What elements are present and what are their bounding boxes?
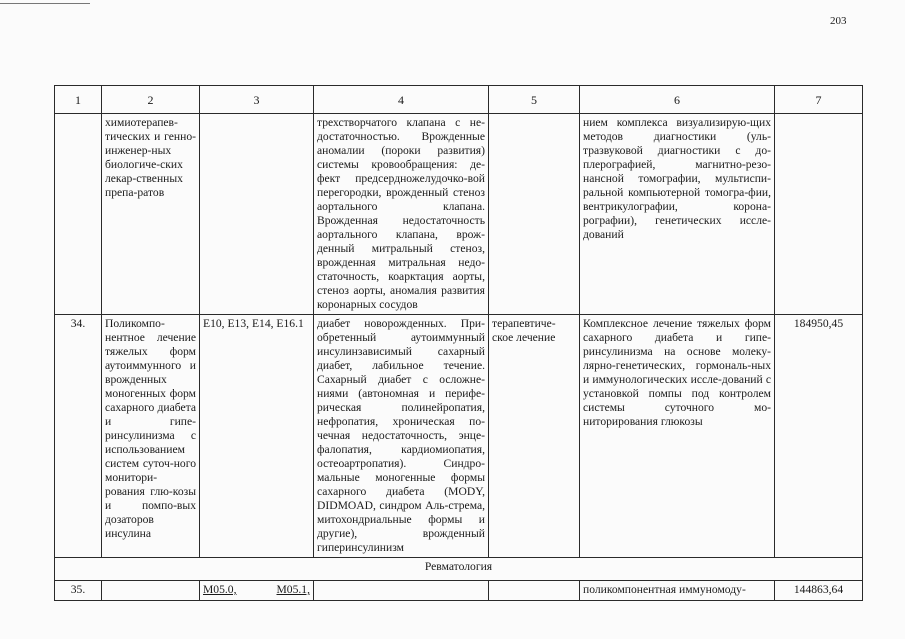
header-cell: 3	[200, 86, 314, 114]
cell-cost	[775, 114, 863, 315]
cell-method: Комплексное лечение тяжелых форм сахарного диабета и гипе-ринсулинизма на основе молеку-лярно-генетических, гормональ-ных и иммунологических иссле-дований с установкой помпы под контролем системы суточного мо-ниторирования глюкозы	[580, 315, 775, 558]
header-cell: 2	[102, 86, 200, 114]
header-cell: 1	[55, 86, 102, 114]
cell-icd-codes	[200, 581, 314, 601]
cell-method: нием комплекса визуализирую-щих методов диагностики (уль-тразвуковой диагностики с до-плерографией, магнитно-резо-нансной томографии, мультиспи-ральной компьютерной томогра-фии, вентрикулографии, корона-рографии), генетических иссле-дований	[580, 114, 775, 315]
cell-icd-codes	[200, 114, 314, 315]
table-row	[55, 114, 863, 315]
header-cell: 5	[489, 86, 580, 114]
cell-cost: 184950,45	[775, 315, 863, 558]
cell-num: 35.	[55, 581, 102, 601]
page-number: 203	[830, 15, 847, 27]
cell-treatment-type	[489, 114, 580, 315]
section-row	[55, 558, 863, 581]
icd-code: M05.0,	[203, 583, 237, 596]
header-row	[55, 86, 863, 114]
header-cell: 6	[580, 86, 775, 114]
cell-num: 34.	[55, 315, 102, 558]
section-heading: Ревматология	[55, 558, 863, 581]
cell-model-patient: трехстворчатого клапана с не-достаточностью. Врожденные аномалии (пороки развития) системы кровообращения: де-фект предсердножелудочко-вой перегородки, врожденный стеноз аортального клапана. Врожденная недостаточность аортального клапана, врож-денный митральный стеноз, врожденная митральная недо-статочность, коарктация аорты, стеноз аорты, аномалия развития коронарных сосудов	[314, 114, 489, 315]
cell-model-patient: диабет новорожденных. При-обретенный аутоиммунный инсулинзависимый сахарный диабет, лабильное течение. Сахарный диабет с осложне-ниями (автономная и перифе-рическая полинейропатия, нефропатия, хроническая по-чечная недостаточность, энце-фалопатия, кардиомиопатия, остеоартропатия). Синдро-мальные моногенные формы сахарного диабета (MODY, DIDMOAD, синдром Аль-стрема, митохондриальные формы и другие), врожденный гиперинсулинизм	[314, 315, 489, 558]
cell-method: поликомпонентная иммуномоду-	[580, 581, 775, 601]
tariff-table	[54, 85, 863, 601]
header-cell: 7	[775, 86, 863, 114]
header-cell: 4	[314, 86, 489, 114]
cell-icd-codes: E10, E13, E14, E16.1	[200, 315, 314, 558]
scan-artifact	[0, 3, 90, 4]
icd-code: M05.1,	[276, 583, 310, 596]
cell-model-patient	[314, 581, 489, 601]
cell-cost: 144863,64	[775, 581, 863, 601]
cell-method-name	[102, 581, 200, 601]
cell-method-name: Поликомпо-нентное лечение тяжелых форм аутоиммунного и врожденных моногенных форм сахарного диабета и гипе-ринсулинизма с использованием систем суточ-ного монитори-рования глю-козы и помпо-вых дозаторов инсулина	[102, 315, 200, 558]
cell-treatment-type	[489, 581, 580, 601]
table-row	[55, 581, 863, 601]
table-row	[55, 315, 863, 558]
cell-treatment-type: терапевтиче-ское лечение	[489, 315, 580, 558]
cell-num	[55, 114, 102, 315]
cell-method-name: химиотерапев-тических и генно-инженер-ных биологиче-ских лекар-ственных препа-ратов	[102, 114, 200, 315]
